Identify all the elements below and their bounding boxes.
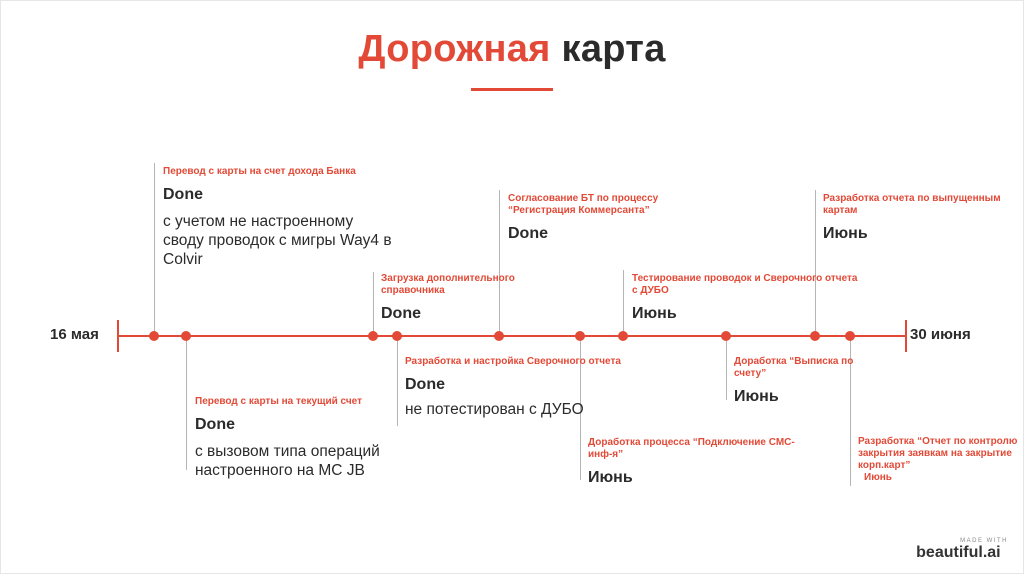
event-8-caption: Доработка “Выписка по счету”	[734, 356, 854, 379]
event-1-note: с учетом не настроенному своду проводок с мигры Way4 в Colvir	[163, 213, 392, 268]
event-1	[163, 166, 395, 269]
event-10	[858, 436, 1018, 484]
event-1-caption: Перевод с карты на счет дохода Банка	[163, 166, 356, 177]
timeline-end-label: 30 июня	[910, 326, 971, 343]
timeline-start-label: 16 мая	[50, 326, 99, 343]
event-4-caption: Разработка и настройка Сверочного отчета	[405, 356, 621, 367]
event-7-status: Июнь	[632, 305, 677, 322]
event-6-status: Июнь	[588, 469, 633, 486]
title-accent: Дорожная	[358, 28, 551, 70]
event-2-note: с вызовом типа операций настроенного на МС JB	[195, 443, 380, 479]
event-1-status: Done	[163, 186, 203, 203]
branding-made-with: MADE WITH	[960, 538, 1008, 544]
event-2-status: Done	[195, 416, 235, 433]
event-2-caption: Перевод с карты на текущий счет	[195, 396, 362, 407]
event-9-status: Июнь	[823, 225, 868, 242]
event-5-marker	[494, 331, 504, 341]
event-2-marker	[181, 331, 191, 341]
event-10-caption: Разработка “Отчет по контролю закрытия заявкам на закрытие корп.карт”	[858, 436, 1018, 471]
title-rest: карта	[561, 28, 666, 70]
event-8-stem	[726, 336, 727, 400]
event-6-caption: Доработка процесса “Подключение СМС-инф-я”	[588, 437, 795, 460]
branding-name: beautiful.ai	[916, 544, 1001, 561]
event-5-caption: Согласование БТ по процессу “Регистрация Коммерсанта”	[508, 193, 659, 216]
event-9-caption: Разработка отчета по выпущенным картам	[823, 193, 1001, 216]
timeline-end-cap	[905, 320, 907, 352]
event-4-status: Done	[405, 376, 445, 393]
event-7	[632, 273, 862, 323]
event-8-marker	[721, 331, 731, 341]
event-10-marker	[845, 331, 855, 341]
event-7-stem	[623, 270, 624, 336]
event-4-note: не потестирован с ДУБО	[405, 401, 584, 418]
event-7-caption: Тестирование проводок и Сверочного отчета с ДУБО	[632, 273, 858, 296]
event-1-stem	[154, 163, 155, 336]
event-2-stem	[186, 336, 187, 470]
timeline-start-cap	[117, 320, 119, 352]
event-1-marker	[149, 331, 159, 341]
event-2	[195, 396, 430, 480]
event-7-marker	[618, 331, 628, 341]
event-8-status: Июнь	[734, 388, 779, 405]
event-5-status: Done	[508, 225, 548, 242]
event-5	[508, 193, 703, 243]
event-6	[588, 437, 813, 487]
event-3-status: Done	[381, 305, 421, 322]
event-3-marker	[368, 331, 378, 341]
event-6-marker	[575, 331, 585, 341]
event-4-marker	[392, 331, 402, 341]
event-4	[405, 356, 630, 419]
event-9	[823, 193, 1019, 243]
event-3-caption: Загрузка дополнительного справочника	[381, 273, 515, 296]
event-8	[734, 356, 869, 406]
event-10-status: Июнь	[864, 472, 892, 483]
event-3	[381, 273, 541, 323]
event-3-stem	[373, 272, 374, 336]
event-9-marker	[810, 331, 820, 341]
title-underline	[471, 88, 553, 91]
page-title	[0, 28, 1024, 71]
timeline-axis	[117, 335, 907, 337]
branding[interactable]	[916, 538, 1008, 562]
